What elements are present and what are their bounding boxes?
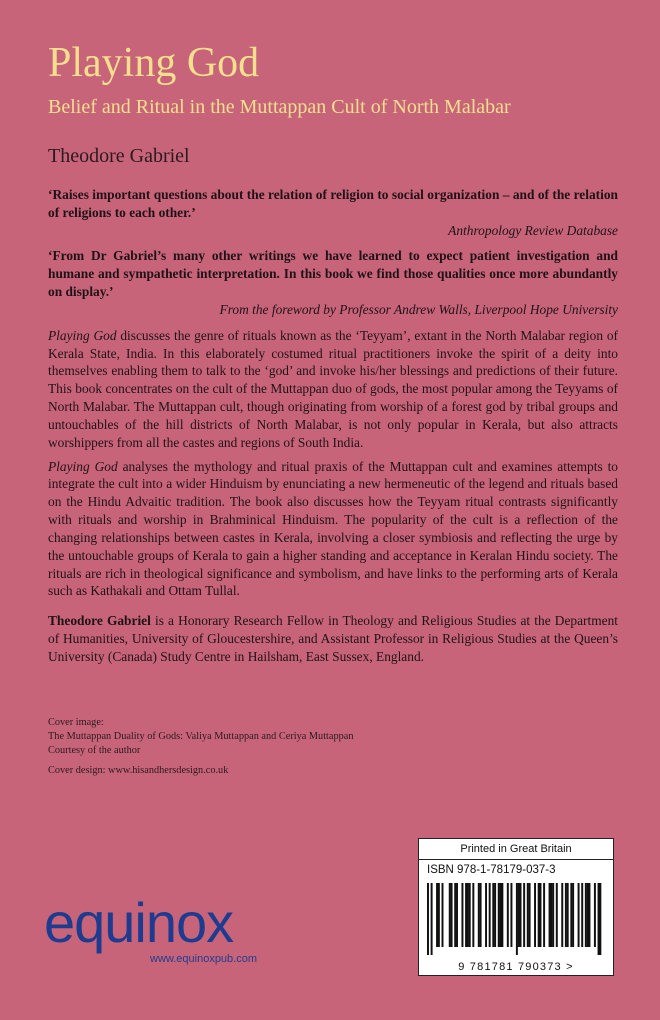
barcode-bar [461, 883, 463, 947]
cover-design-credit: Cover design: www.hisandhersdesign.co.uk [48, 764, 229, 776]
cover-image-title: The Muttappan Duality of Gods: Valiya Muttappan and Ceriya Muttappan [48, 730, 354, 742]
barcode-bar [442, 883, 444, 947]
bio-name: Theodore Gabriel [48, 613, 151, 629]
barcode-bar [561, 883, 563, 947]
author-bio [48, 612, 618, 665]
barcode-bar [578, 883, 580, 947]
foreword-source: From the foreword by Professor Andrew Walls, Liverpool Hope University [219, 301, 618, 317]
description-lead: Playing God [48, 458, 118, 474]
book-author: Theodore Gabriel [48, 145, 190, 167]
barcode-bar [485, 883, 487, 947]
review-quote: ‘Raises important questions about the relation of religion to social organization – and of the relation of religions to each other.’ [48, 187, 618, 220]
description-lead: Playing God [48, 327, 117, 343]
publisher-logo [44, 891, 258, 965]
back-cover-text [48, 186, 618, 666]
barcode-bar [523, 883, 525, 947]
barcode-bar [572, 883, 574, 947]
barcode-bar [510, 883, 512, 947]
barcode-bar [594, 883, 596, 947]
barcode-bar [431, 883, 433, 955]
barcode-bar [469, 883, 471, 947]
barcode-bar [543, 883, 545, 947]
barcode-bar [436, 883, 438, 947]
barcode-bar [538, 883, 540, 947]
foreword-quote: ‘From Dr Gabriel’s many other writings we have learned to expect patient investigation and humane and sympathetic interpretation. In this book we find those qualities once more abundantly on display.’ [48, 248, 618, 300]
barcode-bar [570, 883, 572, 947]
cover-image-credit: Courtesy of the author [48, 744, 141, 756]
barcode-bar [489, 883, 491, 947]
barcode-bar [478, 883, 480, 947]
barcode-bar [438, 883, 440, 947]
barcode-bar [451, 883, 453, 947]
bio-text: is a Honorary Research Fellow in Theology and Religious Studies at the Department of Humanities, University of Gloucestershire, and Assistant Professor in Religious Studies at the Queen’s University (Canada) Study Centre in Hailsham, East Sussex, England. [48, 613, 618, 664]
publisher-url: www.equinoxpub.com [150, 953, 258, 965]
barcode-bar [467, 883, 469, 947]
barcode-bar [550, 883, 552, 947]
book-subtitle: Belief and Ritual in the Muttappan Cult of North Malabar [48, 96, 511, 118]
barcode-bar [556, 883, 558, 947]
barcode-bar [507, 883, 509, 947]
publisher-name: equinox [44, 891, 234, 954]
barcode-image [427, 883, 603, 955]
barcode-bar [529, 883, 531, 947]
barcode-bar [449, 883, 451, 947]
barcode-bar [534, 883, 536, 947]
barcode-bar [552, 883, 554, 947]
barcode-bar [500, 883, 502, 947]
barcode-digits: 9 781781 790373 > [458, 961, 574, 973]
barcode-bar [454, 883, 456, 947]
barcode-bar [498, 883, 500, 947]
book-title: Playing God [48, 40, 260, 86]
barcode-bar [565, 883, 567, 947]
cover-image-label: Cover image: [48, 717, 104, 728]
barcode-bar [492, 883, 494, 947]
description-paragraph [48, 327, 618, 452]
barcode-bar [599, 883, 601, 955]
barcode-bar [549, 883, 551, 947]
barcode-bar [465, 883, 467, 947]
description-paragraph [48, 458, 618, 601]
barcode-bar [527, 883, 529, 947]
barcode-panel [418, 838, 614, 976]
barcode-bar [539, 883, 541, 947]
barcode-bar [587, 883, 589, 947]
barcode-bar [518, 883, 520, 947]
isbn-label: ISBN 978-1-78179-037-3 [427, 864, 556, 876]
barcode-bar [456, 883, 458, 947]
barcode-bar [427, 883, 429, 955]
review-source: Anthropology Review Database [448, 222, 618, 238]
barcode-bar [588, 883, 590, 947]
description-text: discusses the genre of rituals known as the ‘Teyyam’, extant in the North Malabar region of Kerala State, India. In this elaborately costumed ritual practitioners invoke the spirit of a deity into themselves enabling them to talk to the ‘god’ and invoke his/her blessings and predictions of their future. This book concentrates on the cult of the Muttappan duo of gods, the most popular among the Teyyams of North Malabar. The Muttappan cult, though originating from worship of a forest god by tribal groups and untouchables of the hill districts of North Malabar, is not only popular in Kerala, but also attracts worshippers from all the castes and regions of South India. [48, 327, 618, 450]
barcode-bar [585, 883, 587, 947]
description-text: analyses the mythology and ritual praxis of the Muttappan cult and examines attempts to integrate the cult into a wider Hinduism by enunciating a new hermeneutic of the legend and rituals based on the Hindu Advaitic tradition. The book also discusses how the Teyyam ritual contrasts significantly with rituals and worship in Brahminical Hinduism. The popularity of the cult is a reflection of the changing relationships between castes in Kerala, involving a closer symbiosis and reflecting the urge by the untouchable groups of Kerala to gain a higher standing and acceptance in Keralan Hindu society. The rituals are rich in theological significance and symbolism, and have links to the performing arts of Kerala such as Kathakali and Ottam Tullal. [48, 458, 618, 599]
barcode-bar [472, 883, 474, 947]
barcode-bar [598, 883, 600, 955]
barcode-bar [567, 883, 569, 947]
barcode-bar [581, 883, 583, 947]
printed-in-label: Printed in Great Britain [419, 839, 613, 860]
barcode-bar [501, 883, 503, 947]
barcode-bar [520, 883, 522, 947]
barcode-bar [480, 883, 482, 947]
barcode-bar [494, 883, 496, 947]
cover-credits [48, 716, 498, 778]
barcode-bar [516, 883, 518, 955]
